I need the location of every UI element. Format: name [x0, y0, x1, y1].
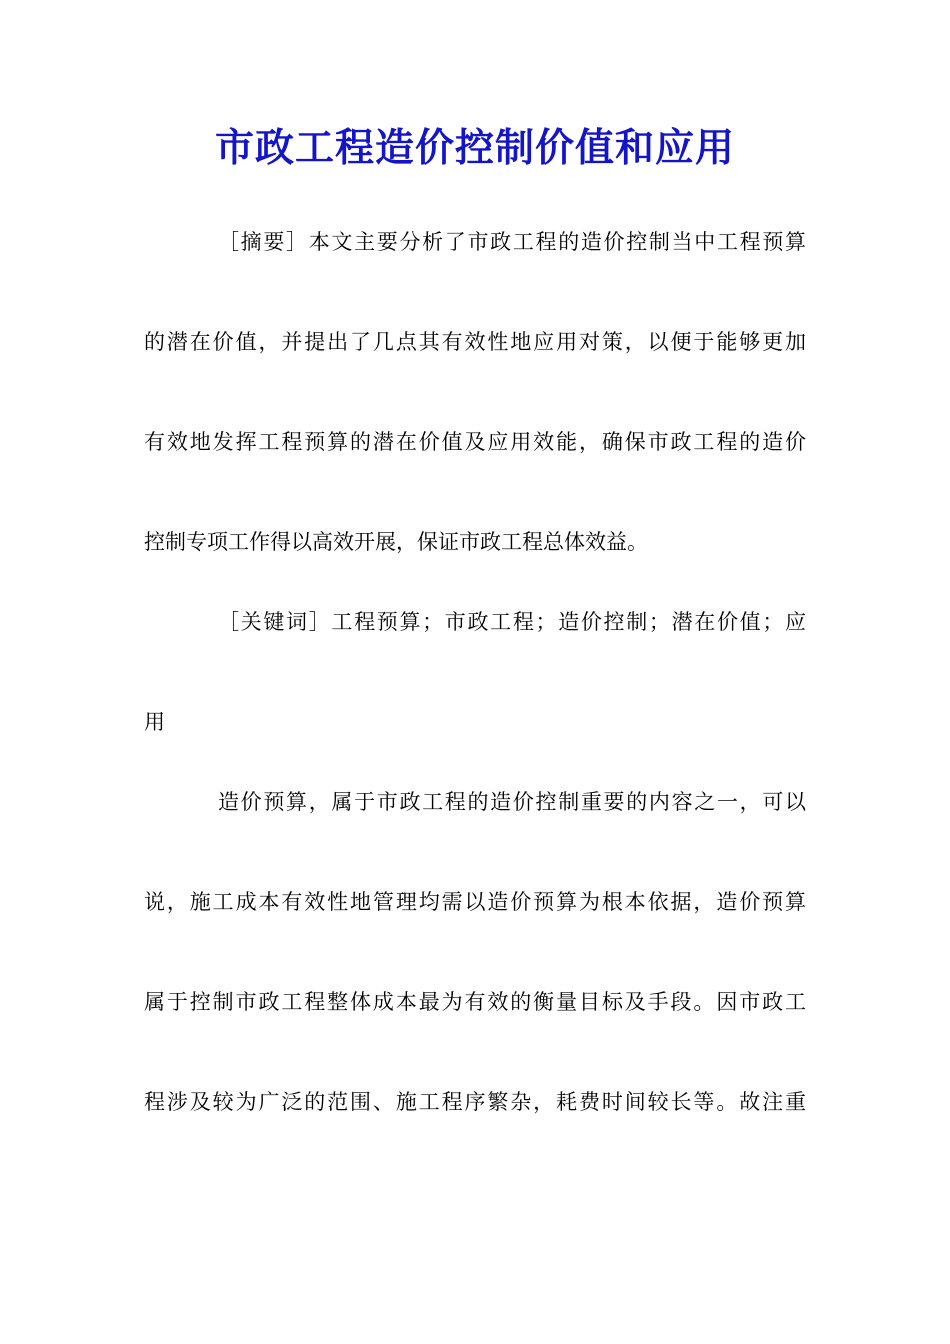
abstract-line-3: 有效地发挥工程预算的潜在价值及应用效能，确保市政工程的造价 — [144, 430, 806, 454]
document-title: 市政工程造价控制价值和应用 — [214, 125, 735, 171]
body-line-3: 属于控制市政工程整体成本最为有效的衡量目标及手段。因市政工 — [144, 990, 806, 1014]
keywords-line-2: 用 — [144, 710, 165, 734]
keywords-line-1: ［关键词］工程预算；市政工程；造价控制；潜在价值；应 — [218, 610, 806, 634]
abstract-line-1: ［摘要］本文主要分析了市政工程的造价控制当中工程预算 — [218, 230, 806, 254]
abstract-line-2: 的潜在价值，并提出了几点其有效性地应用对策，以便于能够更加 — [144, 330, 806, 354]
body-line-4: 程涉及较为广泛的范围、施工程序繁杂，耗费时间较长等。故注重 — [144, 1090, 806, 1114]
abstract-line-4: 控制专项工作得以高效开展，保证市政工程总体效益。 — [144, 530, 648, 554]
body-line-2: 说，施工成本有效性地管理均需以造价预算为根本依据，造价预算 — [144, 890, 806, 914]
body-line-1: 造价预算，属于市政工程的造价控制重要的内容之一，可以 — [218, 790, 806, 814]
